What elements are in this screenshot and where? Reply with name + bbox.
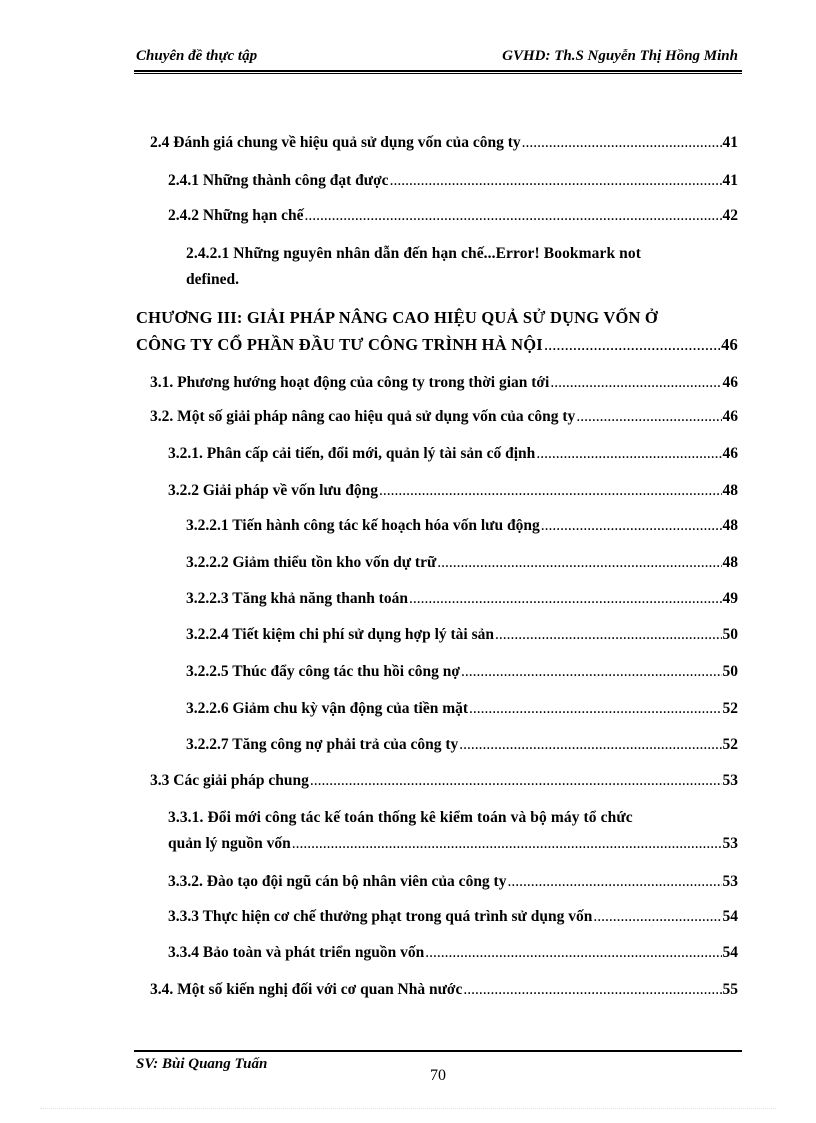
toc-entry-page: 50 xyxy=(722,663,738,680)
toc-entry[interactable] xyxy=(168,805,740,857)
toc-entry-page: 46 xyxy=(722,374,738,391)
toc-entry[interactable] xyxy=(186,517,738,535)
toc-entry-title: 2.4.2 Những hạn chế xyxy=(168,207,304,224)
toc-entry-page: 41 xyxy=(722,134,738,151)
toc-entry[interactable] xyxy=(186,590,738,608)
toc-chapter-heading[interactable] xyxy=(136,304,742,358)
toc-entry[interactable] xyxy=(168,482,738,500)
toc-entry[interactable] xyxy=(168,908,738,926)
toc-entry-title: 2.4.2.1 Những nguyên nhân dẫn đến hạn chế...Error! Bookmark not xyxy=(186,245,642,262)
footer-rule xyxy=(134,1050,742,1052)
chapter-title-line2-row xyxy=(136,331,738,358)
toc-entry-page: 48 xyxy=(722,554,738,571)
toc-entry-title: 3.2.2.5 Thúc đẩy công tác thu hồi công nợ xyxy=(186,663,460,680)
toc-entry-title: 3.2. Một số giải pháp nâng cao hiệu quả sử dụng vốn của công ty xyxy=(150,408,576,425)
toc-entry[interactable] xyxy=(186,700,738,718)
toc-entry[interactable] xyxy=(150,772,738,790)
toc-entry-page: 52 xyxy=(722,736,738,753)
page-number: 70 xyxy=(430,1067,446,1084)
toc-entry[interactable] xyxy=(168,944,738,962)
toc-entry[interactable] xyxy=(168,445,738,463)
page-bottom-dotted-line xyxy=(40,1108,776,1109)
toc-entry-title: 3.3 Các giải pháp chung xyxy=(150,772,309,789)
toc-entry-page: 54 xyxy=(722,944,738,961)
toc-entry-title-continued: quản lý nguồn vốn xyxy=(168,835,291,852)
toc-entry[interactable] xyxy=(186,554,738,572)
toc-entry-title: 3.2.2 Giải pháp về vốn lưu động xyxy=(168,482,378,499)
toc-entry[interactable] xyxy=(168,873,738,891)
toc-entry-page: 48 xyxy=(722,482,738,499)
toc-entry-page: 41 xyxy=(722,172,738,189)
toc-entry-continued-row xyxy=(168,831,738,857)
toc-entry-title-continued: defined. xyxy=(186,271,239,288)
toc-entry[interactable] xyxy=(168,207,738,225)
toc-entry-title: 3.2.2.7 Tăng công nợ phải trả của công ty xyxy=(186,736,459,753)
toc-entry-title: 3.2.2.6 Giảm chu kỳ vận động của tiền mặt xyxy=(186,700,469,717)
toc-entry-title: 2.4 Đánh giá chung về hiệu quả sử dụng vốn của công ty xyxy=(150,134,521,151)
toc-entry-title: 3.2.2.4 Tiết kiệm chi phí sử dụng hợp lý tài sản xyxy=(186,626,495,643)
toc-entry-title: 2.4.1 Những thành công đạt được xyxy=(168,172,389,189)
toc-entry-title: 3.3.3 Thực hiện cơ chế thưởng phạt trong quá trình sử dụng vốn xyxy=(168,908,593,925)
toc-entry[interactable] xyxy=(150,981,738,999)
toc-entry[interactable] xyxy=(150,374,738,392)
toc-entry-page: 53 xyxy=(722,772,738,789)
toc-entry-page: 46 xyxy=(722,408,738,425)
toc-entry-error[interactable] xyxy=(186,241,742,293)
toc-entry[interactable] xyxy=(186,736,738,754)
toc-entry-title: 3.3.1. Đổi mới công tác kế toán thống kê kiểm toán và bộ máy tổ chức xyxy=(168,809,633,826)
toc-entry[interactable] xyxy=(150,134,738,152)
toc-entry-title: 3.3.2. Đào tạo đội ngũ cán bộ nhân viên của công ty xyxy=(168,873,507,890)
toc-entry-page: 53 xyxy=(722,873,738,890)
header-right-text: GVHD: Th.S Nguyễn Thị Hồng Minh xyxy=(502,48,738,64)
toc-entry-title: 3.2.1. Phân cấp cải tiến, đổi mới, quản lý tài sản cố định xyxy=(168,445,536,462)
toc-entry-page: 53 xyxy=(722,835,738,852)
toc-entry-title: 3.4. Một số kiến nghị đối với cơ quan Nhà nước xyxy=(150,981,463,998)
toc-entry[interactable] xyxy=(186,626,738,644)
toc-entry-page: 46 xyxy=(722,445,738,462)
toc-entry-page: 49 xyxy=(722,590,738,607)
chapter-title-line1: CHƯƠNG III: GIẢI PHÁP NÂNG CAO HIỆU QUẢ SỬ DỤNG VỐN Ở xyxy=(136,308,658,327)
toc-entry-title: 3.2.2.3 Tăng khả năng thanh toán xyxy=(186,590,408,607)
footer-student-name: SV: Bùi Quang Tuấn xyxy=(136,1056,268,1072)
toc-entry[interactable] xyxy=(150,408,738,426)
toc-entry-page: 52 xyxy=(722,700,738,717)
toc-entry-title: 3.1. Phương hướng hoạt động của công ty trong thời gian tới xyxy=(150,374,550,391)
toc-entry-title: 3.2.2.1 Tiến hành công tác kế hoạch hóa vốn lưu động xyxy=(186,517,540,534)
toc-entry-title: 3.3.4 Bảo toàn và phát triển nguồn vốn xyxy=(168,944,425,961)
toc-entry-page: 54 xyxy=(722,908,738,925)
toc-entry-page: 55 xyxy=(722,981,738,998)
toc-entry[interactable] xyxy=(168,172,738,190)
toc-entry-page: 50 xyxy=(722,626,738,643)
toc-entry[interactable] xyxy=(186,663,738,681)
toc-entry-title: 3.2.2.2 Giảm thiểu tồn kho vốn dự trữ xyxy=(186,554,437,571)
header-left-text: Chuyên đề thực tập xyxy=(136,48,258,64)
toc-entry-page: 48 xyxy=(722,517,738,534)
chapter-title-line2: CÔNG TY CỔ PHẦN ĐẦU TƯ CÔNG TRÌNH HÀ NỘI xyxy=(136,335,543,354)
toc-entry-page: 42 xyxy=(722,207,738,224)
toc-entry-page: 46 xyxy=(721,335,738,354)
